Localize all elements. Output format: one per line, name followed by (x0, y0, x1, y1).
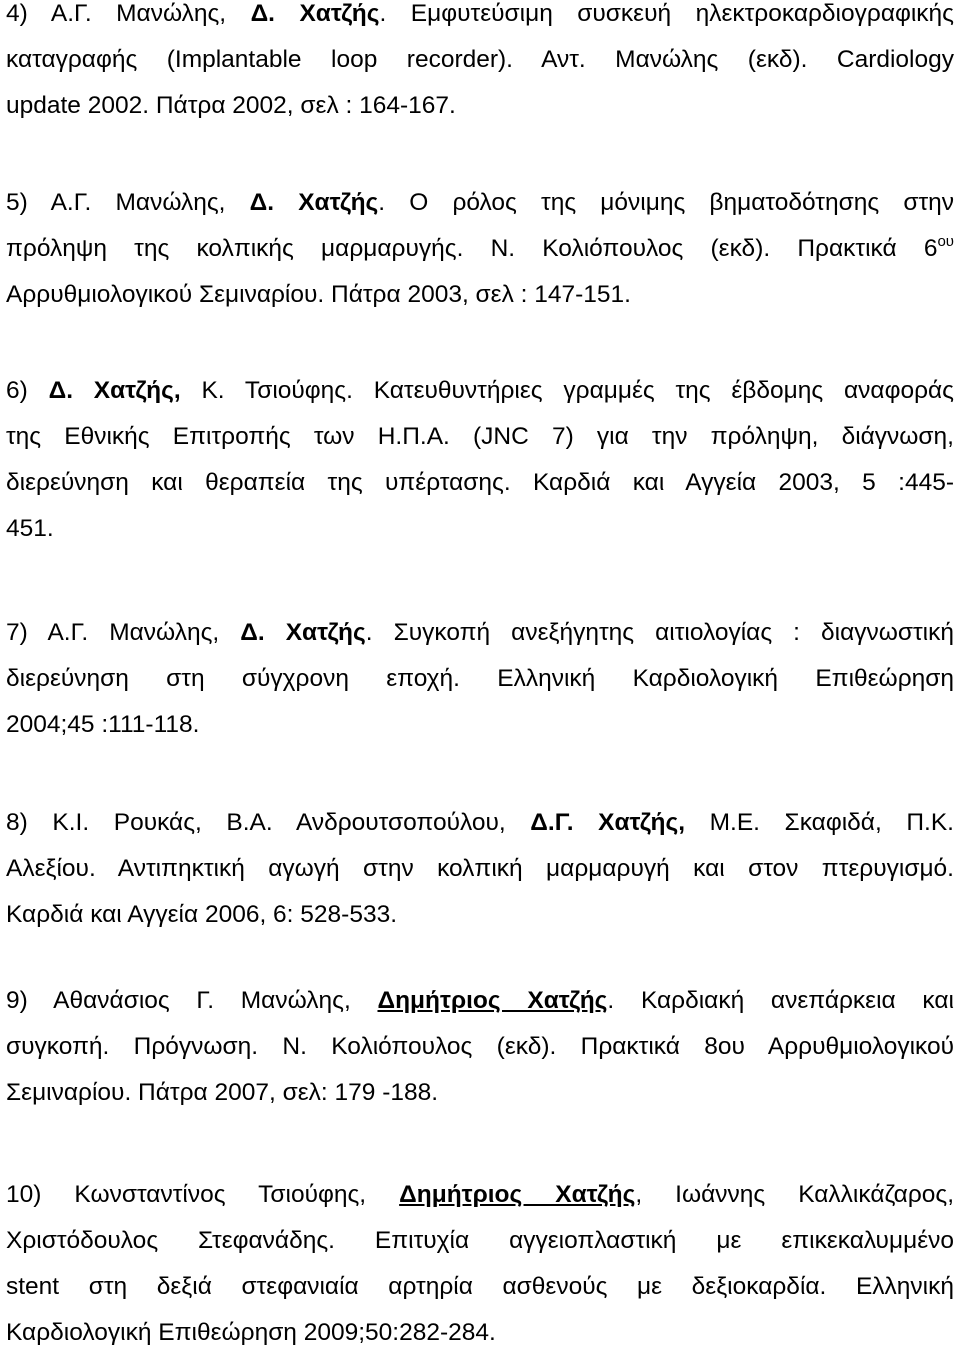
reference-line (6, 0, 954, 37)
reference-text: καταγραφής (Implantable loop recorder). Αντ. Μανώλης (εκδ). Cardiology (6, 46, 954, 73)
reference-line (6, 414, 954, 460)
reference-text: update 2002. Πάτρα 2002, σελ : 164-167. (6, 92, 456, 119)
reference-line (6, 846, 954, 892)
reference-text: Καρδιολογική Επιθεώρηση 2009;50:282-284. (6, 1319, 496, 1346)
reference-text: 2004;45 :111-118. (6, 711, 200, 738)
reference-line (6, 1070, 954, 1116)
reference-item (6, 368, 954, 552)
author-highlight: Δ. Χατζής, (48, 377, 202, 404)
reference-item (6, 800, 954, 938)
reference-line (6, 368, 954, 414)
reference-text: διερεύνηση και θεραπεία της υπέρτασης. Καρδιά και Αγγεία 2003, 5 :445- (6, 469, 954, 496)
author-highlight: Δημήτριος Χατζής (399, 1181, 636, 1208)
ordinal-superscript: ου (937, 233, 954, 250)
reference-text: Χριστόδουλος Στεφανάδης. Επιτυχία αγγειοπλαστική με επικεκαλυμμένο (6, 1227, 954, 1254)
reference-line (6, 506, 954, 552)
reference-line (6, 1264, 954, 1310)
author-highlight: Δ. Χατζής (250, 0, 380, 27)
author-highlight: Δ.Γ. Χατζής, (530, 809, 686, 836)
reference-line (6, 656, 954, 702)
reference-item (6, 180, 954, 318)
reference-line (6, 37, 954, 83)
reference-text: . Συγκοπή ανεξήγητης αιτιολογίας : διαγνωστική (365, 619, 955, 646)
reference-text: Καρδιά και Αγγεία 2006, 6: 528-533. (6, 901, 398, 928)
reference-text: διερεύνηση στη σύγχρονη εποχή. Ελληνική Καρδιολογική Επιθεώρηση (6, 665, 954, 692)
reference-text: 8) Κ.Ι. Ρουκάς, Β.Α. Ανδρουτσοπούλου, (6, 809, 531, 836)
reference-text: Αλεξίου. Αντιπηκτική αγωγή στην κολπική μαρμαρυγή και στον πτερυγισμό. (6, 855, 954, 882)
reference-text: της Εθνικής Επιτροπής των Η.Π.Α. (JNC 7) για την πρόληψη, διάγνωση, (6, 423, 954, 450)
reference-line (6, 800, 954, 846)
reference-text: 4) Α.Γ. Μανώλης, (6, 0, 251, 27)
reference-text: 6) (6, 377, 49, 404)
author-highlight: Δ. Χατζής (249, 189, 379, 216)
reference-item (6, 0, 954, 129)
reference-text: Αρρυθμιολογικού Σεμιναρίου. Πάτρα 2003, σελ : 147-151. (6, 281, 631, 308)
reference-line (6, 1218, 954, 1264)
reference-line (6, 226, 954, 272)
reference-line (6, 702, 954, 748)
reference-text: , Ιωάννης Καλλικάζαρος, (635, 1181, 954, 1208)
reference-line (6, 1172, 954, 1218)
reference-text: πρόληψη της κολπικής μαρμαρυγής. Ν. Κολιόπουλος (εκδ). Πρακτικά 6 (6, 235, 938, 262)
reference-line (6, 892, 954, 938)
reference-line (6, 1310, 954, 1356)
reference-text: Κ. Τσιούφης. Κατευθυντήριες γραμμές της έβδομης αναφοράς (201, 377, 954, 404)
reference-text: Μ.Ε. Σκαφιδά, Π.Κ. (685, 809, 954, 836)
reference-text: 451. (6, 515, 54, 542)
reference-text: συγκοπή. Πρόγνωση. Ν. Κολιόπουλος (εκδ). Πρακτικά 8ου Αρρυθμιολογικού (6, 1033, 954, 1060)
reference-item (6, 978, 954, 1116)
reference-item (6, 610, 954, 748)
reference-text: . Καρδιακή ανεπάρκεια και (607, 987, 954, 1014)
reference-text: . Εμφυτεύσιμη συσκευή ηλεκτροκαρδιογραφικής (379, 0, 954, 27)
reference-text: 10) Κωνσταντίνος Τσιούφης, (6, 1181, 400, 1208)
author-highlight: Δ. Χατζής (240, 619, 366, 646)
reference-line (6, 610, 954, 656)
reference-line (6, 460, 954, 506)
reference-text: . Ο ρόλος της μόνιμης βηματοδότησης στην (378, 189, 954, 216)
author-highlight: Δημήτριος Χατζής (377, 987, 608, 1014)
reference-item (6, 1172, 954, 1356)
reference-line (6, 180, 954, 226)
reference-text: 7) Α.Γ. Μανώλης, (6, 619, 241, 646)
reference-text: 9) Αθανάσιος Γ. Μανώλης, (6, 987, 378, 1014)
reference-line (6, 83, 954, 129)
reference-text: Σεμιναρίου. Πάτρα 2007, σελ: 179 -188. (6, 1079, 439, 1106)
reference-line (6, 272, 954, 318)
reference-line (6, 978, 954, 1024)
reference-line (6, 1024, 954, 1070)
reference-text: stent στη δεξιά στεφανιαία αρτηρία ασθενούς με δεξιοκαρδία. Ελληνική (6, 1273, 954, 1300)
reference-text: 5) Α.Γ. Μανώλης, (6, 189, 250, 216)
